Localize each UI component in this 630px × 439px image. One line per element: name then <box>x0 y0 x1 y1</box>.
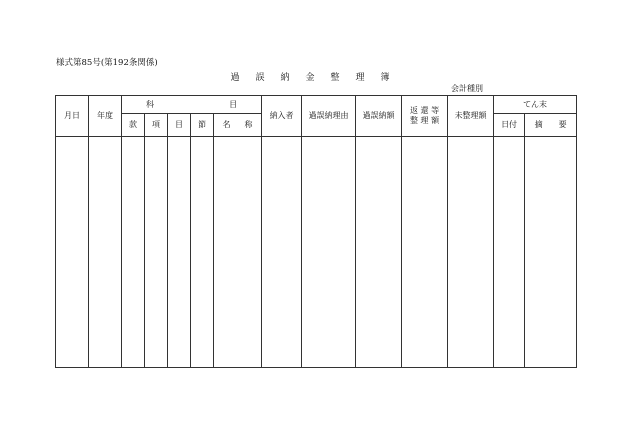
cell-setsu[interactable] <box>191 137 214 368</box>
form-number: 様式第85号(第192条関係) <box>56 58 158 68</box>
cell-tekiyo[interactable] <box>525 137 577 368</box>
header-unsettled: 未整理額 <box>448 96 494 137</box>
cell-kou[interactable] <box>145 137 168 368</box>
header-kou: 項 <box>145 114 168 137</box>
ledger-table <box>55 95 577 368</box>
cell-unsettled[interactable] <box>448 137 494 368</box>
cell-reason[interactable] <box>302 137 356 368</box>
title-char: 整 <box>330 73 340 83</box>
cell-moku[interactable] <box>168 137 191 368</box>
header-refund <box>402 96 448 137</box>
header-amount: 過誤納額 <box>356 96 402 137</box>
header-date: 日付 <box>494 114 525 137</box>
page-title <box>160 70 460 83</box>
header-tekiyo-a: 摘 <box>534 120 543 130</box>
header-fiscal-year: 年度 <box>89 96 122 137</box>
header-tekiyo-b: 要 <box>558 120 567 130</box>
header-meisho-b: 称 <box>244 120 253 130</box>
cell-month-day[interactable] <box>56 137 89 368</box>
cell-fiscal-year[interactable] <box>89 137 122 368</box>
cell-kan[interactable] <box>122 137 145 368</box>
cell-refund[interactable] <box>402 137 448 368</box>
ledger-body-row <box>56 137 577 368</box>
header-kamoku <box>122 96 262 114</box>
header-setsu: 節 <box>191 114 214 137</box>
header-payer: 納入者 <box>262 96 302 137</box>
header-kamoku-left: 科 <box>146 100 154 109</box>
header-moku: 目 <box>168 114 191 137</box>
header-meisho-a: 名 <box>222 120 231 130</box>
header-kan: 款 <box>122 114 145 137</box>
cell-payer[interactable] <box>262 137 302 368</box>
cell-date[interactable] <box>494 137 525 368</box>
header-refund-line2: 整 理 額 <box>410 116 440 125</box>
title-char: 納 <box>280 73 290 83</box>
title-char: 過 <box>230 73 240 83</box>
header-tekiyo <box>525 114 577 137</box>
header-month-day: 月日 <box>56 96 89 137</box>
header-tenmatsu: てん末 <box>494 96 577 114</box>
title-char: 誤 <box>255 73 265 83</box>
header-meisho <box>214 114 262 137</box>
account-type-label: 会計種別 <box>451 84 483 93</box>
cell-amount[interactable] <box>356 137 402 368</box>
title-char: 理 <box>355 73 365 83</box>
header-kamoku-right: 目 <box>229 100 238 109</box>
title-char: 簿 <box>380 73 390 83</box>
title-char: 金 <box>305 73 315 83</box>
header-refund-line1: 返 還 等 <box>410 106 440 116</box>
cell-meisho[interactable] <box>214 137 262 368</box>
header-reason: 過誤納理由 <box>302 96 356 137</box>
